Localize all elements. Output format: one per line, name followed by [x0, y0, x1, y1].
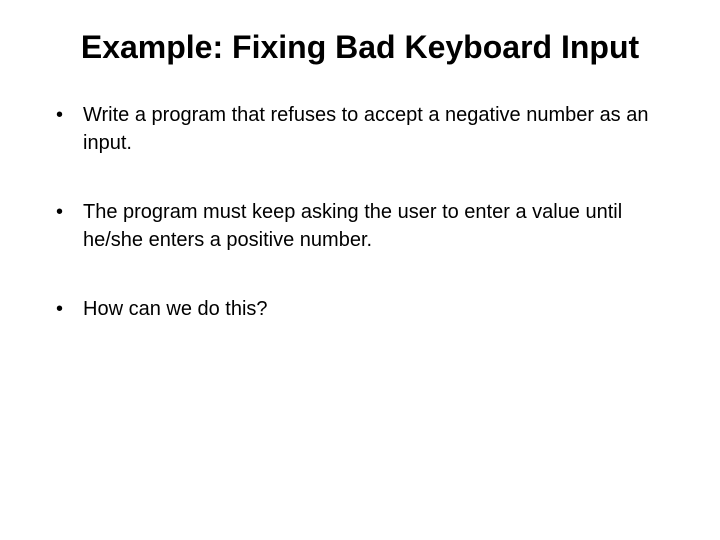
- bullet-marker: •: [56, 298, 64, 320]
- bullet-text: The program must keep asking the user to enter a value until he/she enters a positive number.: [83, 201, 623, 251]
- bullet-marker: •: [56, 104, 64, 126]
- bullet-text: How can we do this?: [83, 298, 268, 320]
- bullet-item-write-program: [56, 101, 676, 157]
- bullet-text: Write a program that refuses to accept a negative number as an input.: [83, 104, 649, 154]
- bullet-item-how-question: [56, 295, 676, 323]
- bullet-marker: •: [56, 201, 64, 223]
- bullet-item-keep-asking: [56, 198, 676, 254]
- bullet-list: [56, 101, 676, 364]
- slide-title: Example: Fixing Bad Keyboard Input: [80, 29, 640, 65]
